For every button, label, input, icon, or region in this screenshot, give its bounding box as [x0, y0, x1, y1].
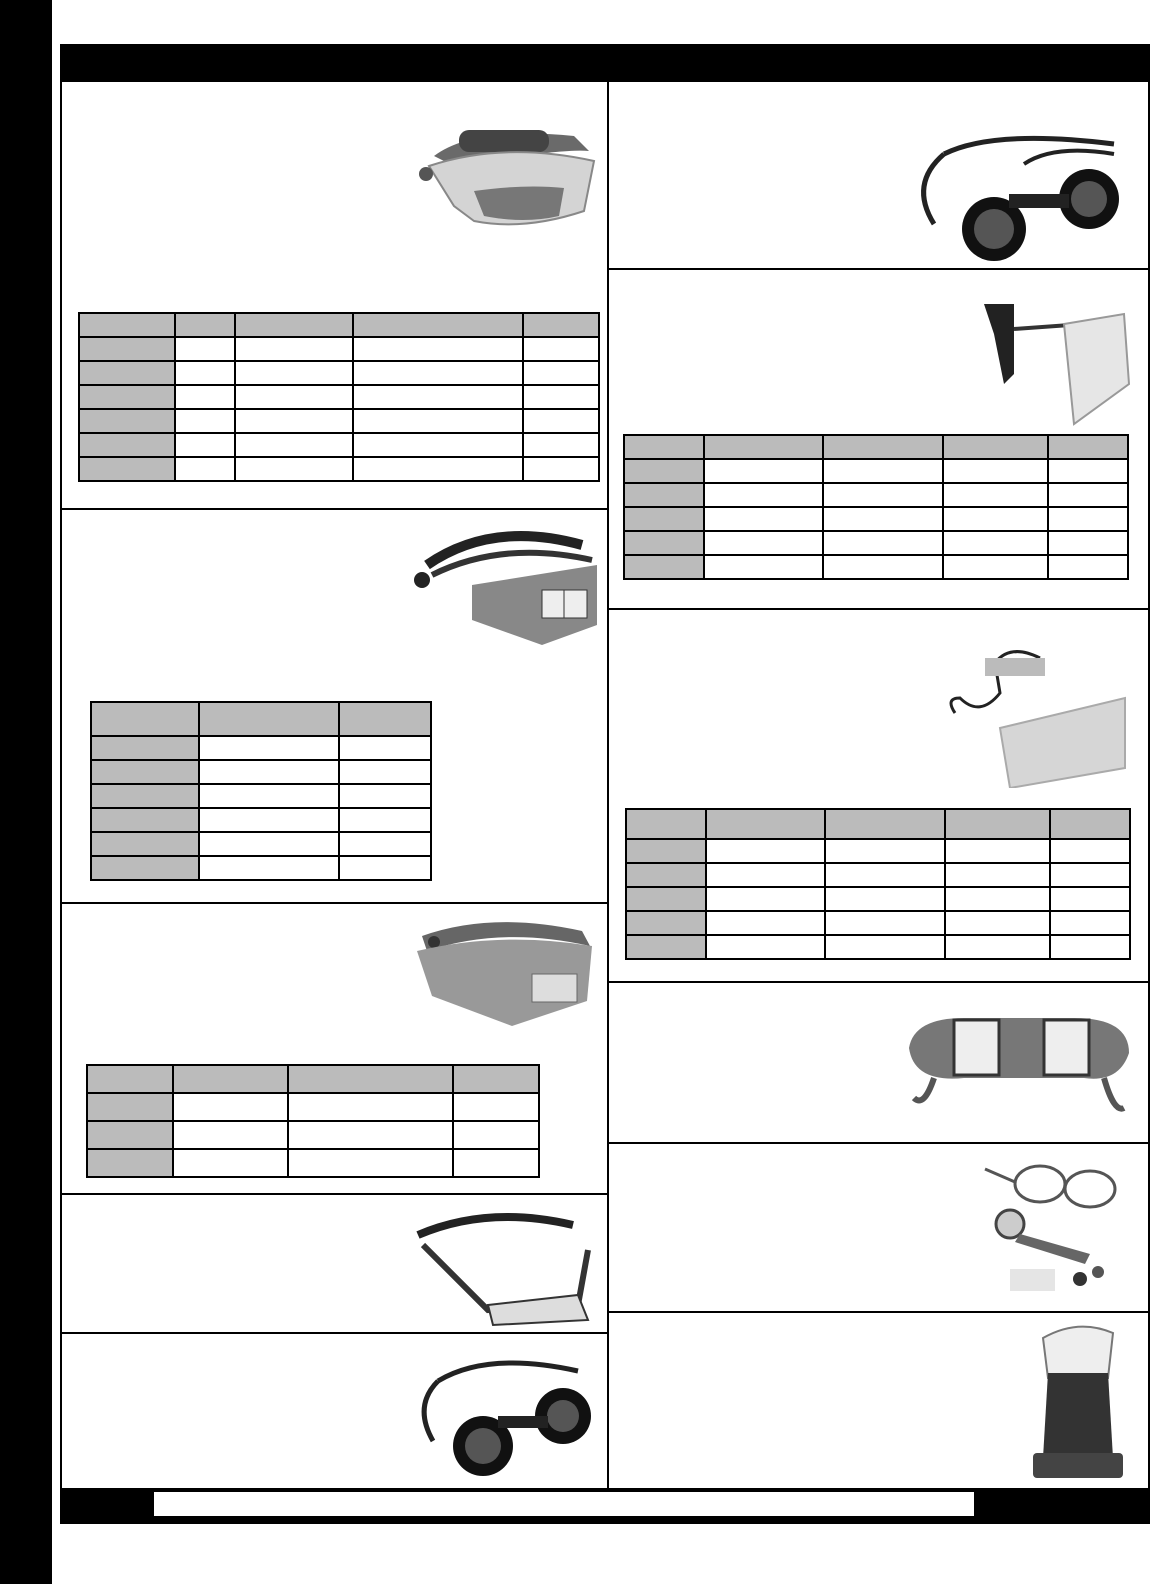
- cell: [825, 887, 945, 911]
- table-row: [87, 1149, 539, 1177]
- cell: [1050, 911, 1130, 935]
- table-header-cell: [288, 1065, 453, 1093]
- table-row: [624, 531, 1128, 555]
- cell: [823, 507, 943, 531]
- table-row: [624, 483, 1128, 507]
- row-key: [624, 531, 704, 555]
- table-header-cell: [706, 809, 824, 839]
- cell: [706, 911, 824, 935]
- table-row: [91, 784, 431, 808]
- row-key: [624, 483, 704, 507]
- table-header-cell: [173, 1065, 288, 1093]
- cell: [523, 337, 599, 361]
- table-header-cell: [175, 313, 235, 337]
- spec-table-4: [623, 434, 1129, 580]
- cell: [199, 856, 339, 880]
- cell: [1048, 459, 1128, 483]
- cell: [175, 409, 235, 433]
- table-row: [624, 507, 1128, 531]
- cell: [523, 385, 599, 409]
- table-header-cell: [353, 313, 523, 337]
- table-row: [87, 1121, 539, 1149]
- cell: [173, 1093, 288, 1121]
- row-key: [626, 935, 706, 959]
- cell: [235, 337, 353, 361]
- cell: [353, 385, 523, 409]
- catalog-page: [60, 44, 1150, 1524]
- section-divider: [607, 981, 1148, 983]
- cell: [235, 433, 353, 457]
- row-key: [91, 832, 199, 856]
- binocular-glasses-photo: [904, 124, 1134, 264]
- cell: [704, 531, 822, 555]
- table-header-cell: [825, 809, 945, 839]
- table-row: [91, 832, 431, 856]
- headband-magnifier-2-photo: [408, 1210, 598, 1328]
- cell: [199, 832, 339, 856]
- section-divider: [62, 1193, 607, 1195]
- cell: [704, 459, 822, 483]
- cell: [353, 409, 523, 433]
- cell: [825, 839, 945, 863]
- cell: [175, 385, 235, 409]
- cell: [823, 483, 943, 507]
- table-header-cell: [1048, 435, 1128, 459]
- row-key: [626, 911, 706, 935]
- cell: [199, 736, 339, 760]
- cell: [199, 760, 339, 784]
- cell: [945, 863, 1049, 887]
- table-header-cell: [339, 702, 431, 736]
- table-row: [79, 361, 599, 385]
- cell: [523, 457, 599, 481]
- cell: [825, 935, 945, 959]
- cell: [453, 1121, 539, 1149]
- row-key: [79, 433, 175, 457]
- table-header-cell: [626, 809, 706, 839]
- table-row: [79, 337, 599, 361]
- section-divider: [62, 1332, 607, 1334]
- row-key: [91, 856, 199, 880]
- row-key: [79, 385, 175, 409]
- table-row: [79, 385, 599, 409]
- cell: [706, 863, 824, 887]
- eyeglass-loupe-kit-photo: [980, 1154, 1130, 1304]
- cell: [825, 911, 945, 935]
- cell: [1048, 483, 1128, 507]
- table-header-cell: [235, 313, 353, 337]
- visor-magnifier-2-photo: [412, 916, 602, 1036]
- cell: [353, 337, 523, 361]
- visor-magnifier-photo: [414, 116, 604, 236]
- row-key: [87, 1093, 173, 1121]
- header-bar: [62, 46, 1148, 82]
- cell: [823, 555, 943, 579]
- cell: [339, 856, 431, 880]
- row-key: [91, 784, 199, 808]
- cell: [943, 483, 1047, 507]
- cell: [173, 1149, 288, 1177]
- row-key: [626, 839, 706, 863]
- footer-bar: [62, 1488, 1148, 1522]
- cell: [704, 507, 822, 531]
- cell: [453, 1093, 539, 1121]
- section-divider: [607, 608, 1148, 610]
- cell: [945, 839, 1049, 863]
- prism-glasses-photo: [904, 998, 1134, 1128]
- table-row: [626, 863, 1130, 887]
- cell: [945, 887, 1049, 911]
- cell: [339, 808, 431, 832]
- row-key: [91, 736, 199, 760]
- table-row: [79, 457, 599, 481]
- cell: [523, 433, 599, 457]
- table-row: [626, 935, 1130, 959]
- section-divider: [607, 1311, 1148, 1313]
- binocular-glasses-2-photo: [408, 1346, 598, 1486]
- table-row: [79, 433, 599, 457]
- row-key: [626, 887, 706, 911]
- section-divider: [607, 268, 1148, 270]
- row-key: [624, 555, 704, 579]
- cell: [175, 457, 235, 481]
- cell: [353, 433, 523, 457]
- column-divider: [607, 82, 609, 1490]
- cell: [235, 385, 353, 409]
- cell: [945, 911, 1049, 935]
- cell: [339, 784, 431, 808]
- table-header-cell: [624, 435, 704, 459]
- table-row: [626, 887, 1130, 911]
- row-key: [87, 1149, 173, 1177]
- ear-hook-magnifier-photo: [940, 638, 1130, 788]
- cell: [704, 483, 822, 507]
- row-key: [91, 760, 199, 784]
- cell: [235, 409, 353, 433]
- cell: [353, 361, 523, 385]
- table-row: [626, 839, 1130, 863]
- table-header-cell: [199, 702, 339, 736]
- row-key: [624, 459, 704, 483]
- cell: [175, 337, 235, 361]
- cell: [1048, 555, 1128, 579]
- cell: [523, 361, 599, 385]
- spec-table-2: [90, 701, 432, 881]
- cell: [453, 1149, 539, 1177]
- row-key: [626, 863, 706, 887]
- table-row: [91, 808, 431, 832]
- table-row: [624, 459, 1128, 483]
- table-header-cell: [453, 1065, 539, 1093]
- table-row: [91, 736, 431, 760]
- table-row: [91, 856, 431, 880]
- row-key: [79, 409, 175, 433]
- headband-magnifier-photo: [412, 520, 602, 650]
- table-header-cell: [87, 1065, 173, 1093]
- table-header-cell: [1050, 809, 1130, 839]
- cell: [523, 409, 599, 433]
- row-key: [624, 507, 704, 531]
- cell: [825, 863, 945, 887]
- row-key: [91, 808, 199, 832]
- table-header-cell: [704, 435, 822, 459]
- table-row: [79, 409, 599, 433]
- cell: [175, 361, 235, 385]
- spec-table-5: [625, 808, 1131, 960]
- cell: [235, 457, 353, 481]
- cell: [823, 459, 943, 483]
- cell: [823, 531, 943, 555]
- section-divider: [62, 508, 607, 510]
- cell: [706, 935, 824, 959]
- cell: [1050, 887, 1130, 911]
- row-key: [79, 457, 175, 481]
- cell: [235, 361, 353, 385]
- cell: [1048, 531, 1128, 555]
- table-row: [91, 760, 431, 784]
- row-key: [79, 361, 175, 385]
- cell: [339, 736, 431, 760]
- section-divider: [607, 1142, 1148, 1144]
- page-spine: [0, 0, 52, 1584]
- cell: [288, 1121, 453, 1149]
- cell: [945, 935, 1049, 959]
- footer-text-box: [154, 1492, 974, 1516]
- table-header-cell: [523, 313, 599, 337]
- table-header-cell: [823, 435, 943, 459]
- clip-on-magnifier-photo: [974, 294, 1134, 434]
- cell: [339, 760, 431, 784]
- table-row: [626, 911, 1130, 935]
- spec-table-1: [78, 312, 600, 482]
- row-key: [87, 1121, 173, 1149]
- cell: [199, 808, 339, 832]
- table-header-cell: [945, 809, 1049, 839]
- cell: [1048, 507, 1128, 531]
- cell: [1050, 839, 1130, 863]
- row-key: [79, 337, 175, 361]
- cell: [1050, 935, 1130, 959]
- table-header-cell: [91, 702, 199, 736]
- cell: [943, 459, 1047, 483]
- cell: [706, 887, 824, 911]
- table-row: [87, 1093, 539, 1121]
- cell: [199, 784, 339, 808]
- cell: [943, 531, 1047, 555]
- cell: [943, 555, 1047, 579]
- cell: [706, 839, 824, 863]
- cell: [704, 555, 822, 579]
- cell: [353, 457, 523, 481]
- cell: [288, 1149, 453, 1177]
- spec-table-3: [86, 1064, 540, 1178]
- cell: [943, 507, 1047, 531]
- table-header-cell: [79, 313, 175, 337]
- cell: [339, 832, 431, 856]
- cell: [175, 433, 235, 457]
- table-header-cell: [943, 435, 1047, 459]
- table-row: [624, 555, 1128, 579]
- cell: [1050, 863, 1130, 887]
- cell: [288, 1093, 453, 1121]
- stand-magnifier-photo: [1028, 1318, 1128, 1488]
- section-divider: [62, 902, 607, 904]
- cell: [173, 1121, 288, 1149]
